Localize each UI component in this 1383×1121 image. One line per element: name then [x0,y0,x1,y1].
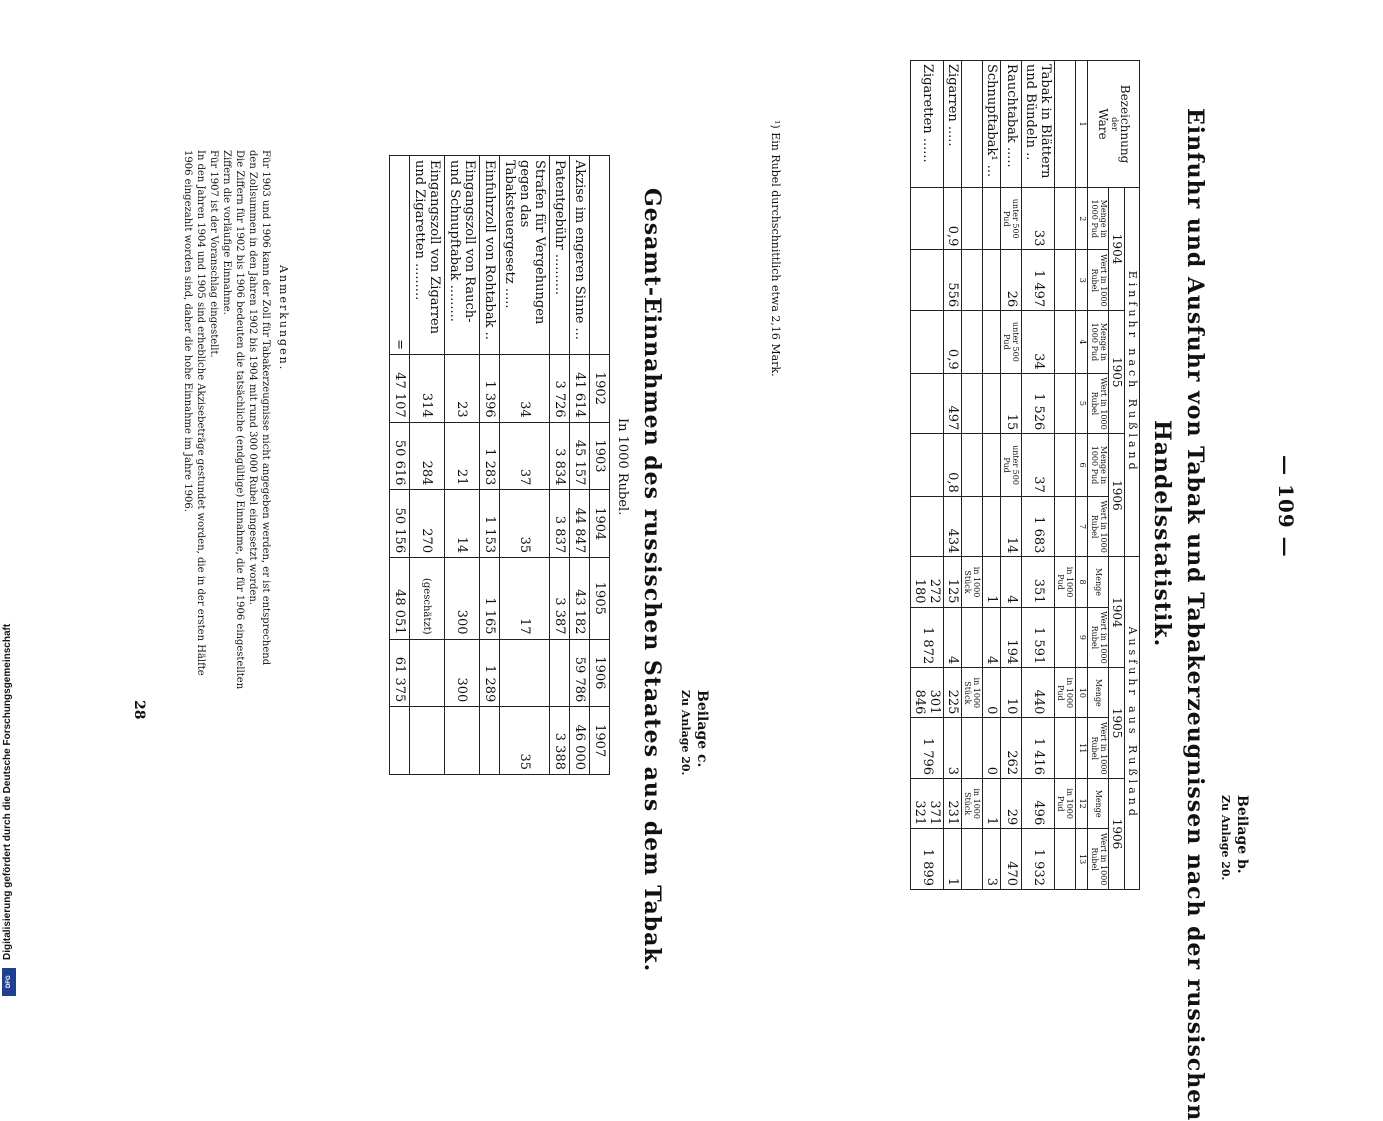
row-label: Patentgebühr .......... [550,156,570,355]
cell: 125 [944,557,962,607]
sub-header: Menge [1088,668,1109,718]
unit-row [962,61,983,188]
col-number: 13 [1076,829,1088,890]
table-row [944,61,962,890]
einfuhr-header: Einfuhr nach Rußland [1124,188,1139,557]
unit-cell [962,188,983,250]
beilage-c-table [389,155,610,795]
page-footer: 28 [131,700,147,720]
cell: 1 796 [911,718,944,779]
cell: 48 051 [390,558,410,639]
beilage-b-footnote: ¹) Ein Rubel durchschnittlich etwa 2,16 Mark. [769,120,782,377]
cell: 1 [944,829,962,890]
cell: 33 [1022,188,1055,250]
cell: 284 [410,422,445,490]
row-label: Einfuhrzoll von Rohtabak .. [480,156,500,355]
note-line: 1906 eingezahlt worden sind, daher die hohe Einnahme im Jahre 1906. [182,150,193,512]
cell: 14 [445,490,480,558]
year-header: 1903 [590,422,610,490]
cell: 4 [1001,557,1022,607]
col-number: 6 [1076,434,1088,496]
col-number: 3 [1076,250,1088,311]
cell [390,707,410,775]
unit-cell [1055,188,1076,250]
cell: 0,9 [944,188,962,250]
cell: unter 500 Pud [1001,188,1022,250]
unit-cell [962,829,983,890]
unit-cell [1055,434,1076,496]
col-number: 4 [1076,311,1088,373]
cell: 301 846 [911,668,944,718]
cell: 15 [1001,373,1022,434]
cell: 3 834 [550,422,570,490]
cell: 3 [944,718,962,779]
cell: 3 [983,829,1001,890]
cell: 61 375 [390,639,410,707]
cell: 23 [445,355,480,423]
cell: 351 [1022,557,1055,607]
side-credit-text: Digitalisierung gefördert durch die Deutsche Forschungsgemeinschaft [2,623,13,960]
cell: 37 [1022,434,1055,496]
unit-cell: in 1000 Stück [962,557,983,607]
row-label: Eingangszoll von Rauch- und Schnupftabak ......... [445,156,480,355]
cell [983,188,1001,250]
cell: 470 [1001,829,1022,890]
cell [911,373,944,434]
cell [983,373,1001,434]
cell: 314 [410,355,445,423]
note-line: Ziffern die vorläufige Einnahme. [221,150,232,315]
col-number: 2 [1076,188,1088,250]
beilage-c-label-text: Beilage c. [694,690,710,768]
row-label: Eingangszoll von Zigarren und Zigaretten ......... [410,156,445,355]
cell: 1 899 [911,829,944,890]
cell: 4 [983,607,1001,668]
cell: 1 289 [480,639,500,707]
beilage-c-ref: Zu Anlage 20. [679,690,692,776]
beilage-c-subtitle: In 1000 Rubel. [615,418,630,516]
unit-cell [962,718,983,779]
cell: 17 [500,558,550,639]
cell [410,639,445,707]
table-row [500,156,550,775]
unit-cell: in 1000 Pud [1055,779,1076,829]
unit-cell [962,607,983,668]
cell: 29 [1001,779,1022,829]
year-header: 1905 [1108,668,1124,779]
beilage-b-label-text: Beilage b. [1234,795,1250,874]
cell: 46 000 [570,707,590,775]
cell [983,434,1001,496]
cell: 270 [410,490,445,558]
cell: 1 165 [480,558,500,639]
table-row [410,156,445,775]
row-label: Rauchtabak ..... [1001,61,1022,188]
side-credit [2,624,13,960]
cell: (geschätzt) [410,558,445,639]
year-header: 1902 [590,355,610,423]
cell: 0 [983,668,1001,718]
cell: 3 726 [550,355,570,423]
cell: 3 387 [550,558,570,639]
cell: 34 [500,355,550,423]
beilage-b-ref: Zu Anlage 20. [1219,795,1232,881]
cell: 1 591 [1022,607,1055,668]
cell: 0,8 [944,434,962,496]
beilage-c-title: Gesamt-Einnahmen des russischen Staates aus dem Tabak. [639,188,665,973]
sub-header: Wert in 1000 Rubel [1088,829,1109,890]
cell: 262 [1001,718,1022,779]
cell: 1 [983,779,1001,829]
sub-header: Menge in 1000 Pud [1088,188,1109,250]
cell: 1 683 [1022,496,1055,557]
cell: 231 [944,779,962,829]
sub-header: Wert in 1000 Rubel [1088,607,1109,668]
note-line: Für 1907 ist der Voranschlag eingestellt. [208,150,219,358]
cell: 26 [1001,250,1022,311]
cell: 1 497 [1022,250,1055,311]
cell: 1 526 [1022,373,1055,434]
beilage-c-notes [181,150,272,689]
table-row-total [390,156,410,775]
cell: 4 [944,607,962,668]
table-row [1001,61,1022,890]
sub-header: Menge in 1000 Pud [1088,434,1109,496]
cell [983,250,1001,311]
cell: 35 [500,490,550,558]
col-number: 12 [1076,779,1088,829]
year-header: 1905 [590,558,610,639]
year-header: 1907 [590,707,610,775]
unit-cell [1055,496,1076,557]
cell: 1 396 [480,355,500,423]
sub-header: Menge [1088,557,1109,607]
note-line: Die Ziffern für 1902 bis 1906 bedeuten die tatsächliche (endgültige) Einnahme, die für 1906 eingestellten [234,150,245,690]
cell: 3 388 [550,707,570,775]
unit-cell [1055,373,1076,434]
cell: 14 [1001,496,1022,557]
unit-cell [962,434,983,496]
col-number: 10 [1076,668,1088,718]
table-row [570,156,590,775]
cell: 59 786 [570,639,590,707]
col-number: 7 [1076,496,1088,557]
cell: 0,9 [944,311,962,373]
row-label: Tabak in Blättern und Bündeln .. [1022,61,1055,188]
sub-header: Menge [1088,779,1109,829]
col-number: 1 [1076,61,1088,188]
note-line: den Zollsummen in den Jahren 1902 bis 1904 mit rund 300 000 Rubel eingesetzt worden. [247,150,258,606]
table-row [911,61,944,890]
cell: 300 [445,639,480,707]
cell [911,250,944,311]
unit-cell [962,496,983,557]
beilage-b-title [1182,108,1208,1121]
table-row [550,156,570,775]
cell [480,707,500,775]
note-line: Für 1903 und 1906 kann der Zoll für Tabakerzeugnisse nicht angegeben werden, er ist entsprechend [260,150,271,666]
year-header: 1905 [1108,311,1124,434]
year-header: 1904 [1108,188,1124,311]
beilage-c-notes-title: Anmerkungen. [277,265,290,372]
cell: 440 [1022,668,1055,718]
header-empty [590,156,610,355]
cell [550,639,570,707]
cell: 41 614 [570,355,590,423]
page-number: — 109 — [1274,455,1298,558]
cell [500,639,550,707]
cell [911,188,944,250]
dfg-logo [2,968,16,996]
cell: 556 [944,250,962,311]
year-header: 1906 [590,639,610,707]
table-row [445,156,480,775]
cell [983,311,1001,373]
table-row [1022,61,1055,890]
row-label: Akzise im engeren Sinne ... [570,156,590,355]
cell: 371 321 [911,779,944,829]
year-header: 1906 [1108,779,1124,890]
col-number: 11 [1076,718,1088,779]
row-label: Schnupftabak¹ ... [983,61,1001,188]
cell: 434 [944,496,962,557]
col-bezeichnung [1088,61,1140,188]
table-row [480,156,500,775]
cell: 496 [1022,779,1055,829]
sub-header: Menge in 1000 Pud [1088,311,1109,373]
cell: 497 [944,373,962,434]
table-row [983,61,1001,890]
cell: 10 [1001,668,1022,718]
cell: 1 153 [480,490,500,558]
year-header: 1904 [590,490,610,558]
cell: 44 847 [570,490,590,558]
sub-header: Wert in 1000 Rubel [1088,250,1109,311]
unit-cell [962,373,983,434]
cell: 0 [983,718,1001,779]
col-number: 9 [1076,607,1088,668]
cell [410,707,445,775]
sub-header: Wert in 1000 Rubel [1088,718,1109,779]
year-header: 1904 [1108,557,1124,668]
cell [911,311,944,373]
beilage-b-table [240,60,1140,910]
unit-cell [1055,829,1076,890]
cell: 43 182 [570,558,590,639]
unit-cell [962,311,983,373]
cell: 1 283 [480,422,500,490]
cell: 1 416 [1022,718,1055,779]
cell: 300 [445,558,480,639]
row-label: = [390,156,410,355]
year-header: 1906 [1108,434,1124,557]
cell: unter 500 Pud [1001,311,1022,373]
cell: 35 [500,707,550,775]
cell [911,496,944,557]
beilage-b-title2: Handelsstatistik. [1149,420,1175,648]
unit-row [1055,61,1076,188]
unit-cell [1055,607,1076,668]
cell [445,707,480,775]
cell: 45 157 [570,422,590,490]
cell: 34 [1022,311,1055,373]
ausfuhr-header: Ausfuhr aus Rußland [1124,557,1139,890]
cell: 3 837 [550,490,570,558]
sub-header: Wert in 1000 Rubel [1088,373,1109,434]
cell: 1 [983,557,1001,607]
unit-cell: in 1000 Stück [962,779,983,829]
note-line: In den Jahren 1904 und 1905 sind erhebliche Akzisebeträge gestundet worden, die in der ersten Hälfte [195,150,206,676]
cell: unter 500 Pud [1001,434,1022,496]
cell: 21 [445,422,480,490]
sub-header: Wert in 1000 Rubel [1088,496,1109,557]
col-bezeichnung-2: der [1109,117,1119,131]
cell: 272 180 [911,557,944,607]
cell: 1 872 [911,607,944,668]
col-bezeichnung-3: Ware [1096,108,1111,140]
cell: 50 156 [390,490,410,558]
unit-cell: in 1000 Stück [962,668,983,718]
col-number: 5 [1076,373,1088,434]
col-bezeichnung-1: Bezeichnung [1118,84,1133,164]
cell: 1 932 [1022,829,1055,890]
row-label: Strafen für Vergehungen gegen das Tabaksteuergesetz ..... [500,156,550,355]
unit-cell: in 1000 Pud [1055,557,1076,607]
unit-cell [1055,311,1076,373]
cell: 50 616 [390,422,410,490]
cell: 47 107 [390,355,410,423]
cell [911,434,944,496]
cell: 225 [944,668,962,718]
cell: 37 [500,422,550,490]
unit-cell [962,250,983,311]
col-number: 8 [1076,557,1088,607]
cell: 194 [1001,607,1022,668]
dfg-logo-text: DFG [6,975,12,989]
beilage-b-title-line1: Einfuhr und Ausfuhr von Tabak und Tabakerzeugnissen nach der russischen [1182,108,1208,1121]
unit-cell: in 1000 Pud [1055,668,1076,718]
row-label: Zigarren ..... [944,61,962,188]
cell [983,496,1001,557]
row-label: Zigaretten ...... [911,61,944,188]
unit-cell [1055,718,1076,779]
beilage-c-label [678,690,710,775]
unit-cell [1055,250,1076,311]
beilage-b-label [1218,795,1250,880]
